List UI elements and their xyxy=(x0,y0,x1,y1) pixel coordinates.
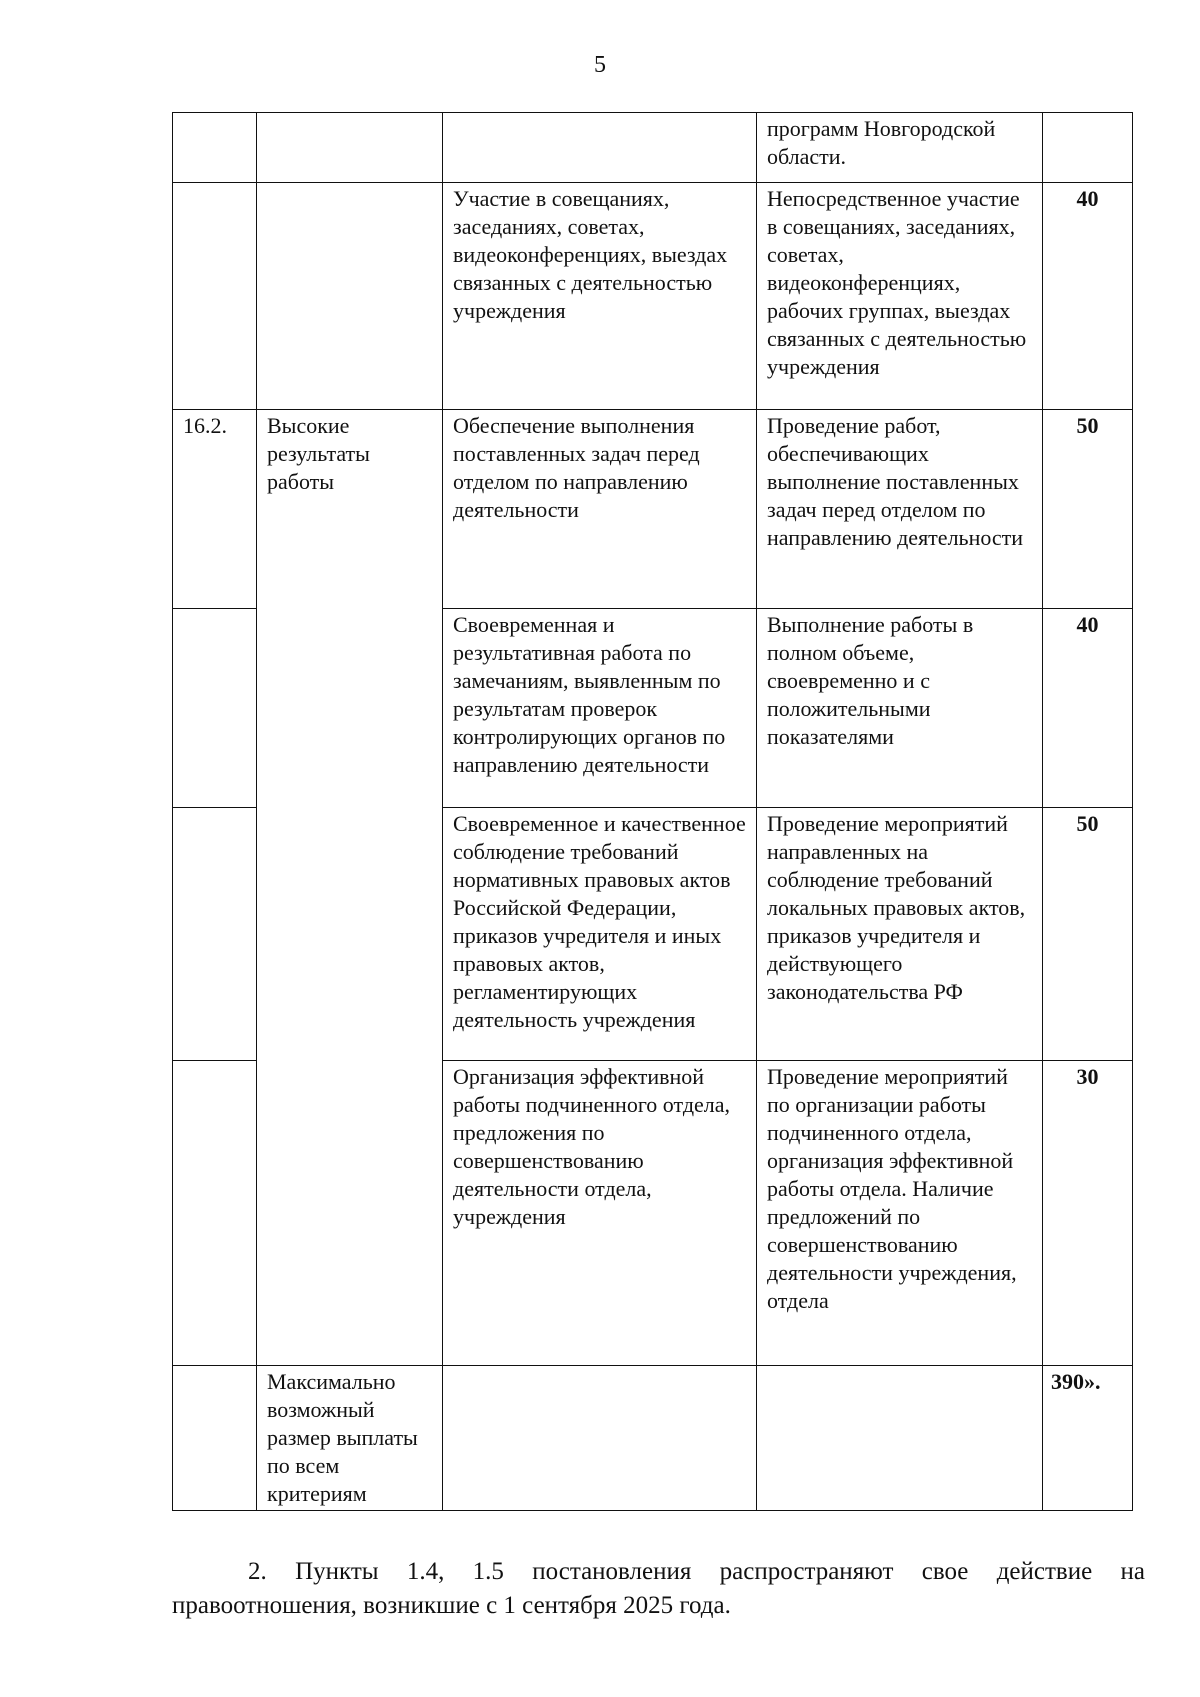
criterion-group-cell xyxy=(257,113,443,183)
row-number-cell xyxy=(173,609,257,808)
indicator-cell: Проведение работ, обеспечивающих выполнение поставленных задач перед отделом по направлению деятельности xyxy=(757,410,1043,609)
criterion-cell: Организация эффективной работы подчиненного отдела, предложения по совершенствованию деятельности отдела, учреждения xyxy=(443,1061,757,1366)
criterion-group-cell xyxy=(257,183,443,410)
score-cell: 40 xyxy=(1043,183,1133,410)
row-number-cell xyxy=(173,1366,257,1511)
indicator-cell: Выполнение работы в полном объеме, своевременно и с положительными показателями xyxy=(757,609,1043,808)
row-number-cell xyxy=(173,808,257,1061)
indicator-cell: Непосредственное участие в совещаниях, заседаниях, советах, видеоконференциях, рабочих группах, выездах связанных с деятельностью учреждения xyxy=(757,183,1043,410)
criterion-cell: Своевременное и качественное соблюдение требований нормативных правовых актов Российской Федерации, приказов учредителя и иных правовых актов, регламентирующих деятельность учреждения xyxy=(443,808,757,1061)
score-cell: 40 xyxy=(1043,609,1133,808)
score-cell: 50 xyxy=(1043,808,1133,1061)
score-cell: 50 xyxy=(1043,410,1133,609)
page-number: 5 xyxy=(594,52,606,78)
indicator-cell: программ Новгородской области. xyxy=(757,113,1043,183)
criteria-table xyxy=(172,112,1133,1511)
indicator-cell xyxy=(757,1366,1043,1511)
table-row xyxy=(173,113,1133,183)
indicator-cell: Проведение мероприятий по организации работы подчиненного отдела, организация эффективной работы отдела. Наличие предложений по совершенствованию деятельности учреждения, отдела xyxy=(757,1061,1043,1366)
indicator-cell: Проведение мероприятий направленных на соблюдение требований локальных правовых актов, приказов учредителя и действующего законодательства РФ xyxy=(757,808,1043,1061)
criterion-cell xyxy=(443,1366,757,1511)
row-number-cell xyxy=(173,113,257,183)
score-cell xyxy=(1043,113,1133,183)
score-total-cell: 390». xyxy=(1043,1366,1133,1511)
criterion-group-cell: Высокие результаты работы xyxy=(257,410,443,1366)
footer-paragraph: 2. Пункты 1.4, 1.5 постановления распространяют свое действие на правоотношения, возникшие с 1 сентября 2025 года. xyxy=(172,1558,1145,1619)
row-number-cell: 16.2. xyxy=(173,410,257,609)
criterion-cell: Обеспечение выполнения поставленных задач перед отделом по направлению деятельности xyxy=(443,410,757,609)
row-number-cell xyxy=(173,1061,257,1366)
table-row xyxy=(173,410,1133,609)
criterion-group-cell: Максимально возможный размер выплаты по всем критериям xyxy=(257,1366,443,1511)
table-row xyxy=(173,1366,1133,1511)
score-cell: 30 xyxy=(1043,1061,1133,1366)
table-row xyxy=(173,183,1133,410)
criterion-cell: Участие в совещаниях, заседаниях, советах, видеоконференциях, выездах связанных с деятельностью учреждения xyxy=(443,183,757,410)
criterion-cell xyxy=(443,113,757,183)
criterion-cell: Своевременная и результативная работа по замечаниям, выявленным по результатам проверок контролирующих органов по направлению деятельности xyxy=(443,609,757,808)
row-number-cell xyxy=(173,183,257,410)
